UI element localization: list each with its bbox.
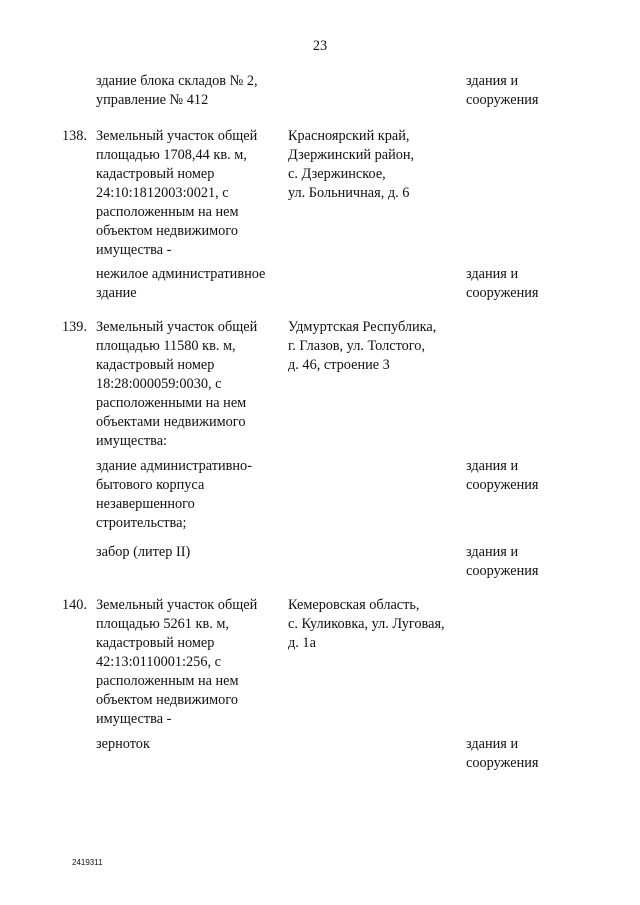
description-line: площадью 11580 кв. м,	[96, 338, 236, 354]
object-description	[96, 735, 281, 754]
description-line: забор (литер II)	[96, 544, 191, 560]
object-description	[96, 318, 281, 451]
property-category	[466, 265, 606, 303]
description-line: кадастровый номер	[96, 635, 215, 651]
description-line: объектом недвижимого	[96, 692, 238, 708]
property-category	[466, 543, 606, 581]
document-code: 2419311	[72, 858, 103, 867]
category-line: здания и	[466, 266, 519, 282]
category-line: здания и	[466, 736, 519, 752]
object-address	[288, 596, 463, 653]
description-line: Земельный участок общей	[96, 128, 258, 144]
address-line: г. Глазов, ул. Толстого,	[288, 338, 426, 354]
category-line: сооружения	[466, 563, 539, 579]
category-line: сооружения	[466, 92, 539, 108]
description-line: бытового корпуса	[96, 477, 205, 493]
description-line: Земельный участок общей	[96, 597, 258, 613]
description-line: строительства;	[96, 515, 187, 531]
address-line: с. Дзержинское,	[288, 166, 386, 182]
property-category	[466, 457, 606, 495]
address-line: д. 46, строение 3	[288, 357, 390, 373]
description-line: расположенным на нем	[96, 204, 239, 220]
description-line: расположенным на нем	[96, 673, 239, 689]
object-description	[96, 596, 281, 729]
description-line: расположенными на нем	[96, 395, 247, 411]
address-line: ул. Больничная, д. 6	[288, 185, 410, 201]
description-line: здание	[96, 285, 137, 301]
description-line: имущества -	[96, 711, 172, 727]
property-category	[466, 72, 606, 110]
description-line: 18:28:000059:0030, с	[96, 376, 222, 392]
description-line: имущества:	[96, 433, 168, 449]
description-line: незавершенного	[96, 496, 195, 512]
description-line: управление № 412	[96, 92, 209, 108]
entry-number: 138.	[62, 128, 88, 144]
description-line: 24:10:1812003:0021, с	[96, 185, 229, 201]
description-line: площадью 1708,44 кв. м,	[96, 147, 247, 163]
description-line: кадастровый номер	[96, 357, 215, 373]
property-category	[466, 735, 606, 773]
description-line: Земельный участок общей	[96, 319, 258, 335]
object-description	[96, 543, 281, 562]
entry-number: 140.	[62, 597, 88, 613]
category-line: здания и	[466, 458, 519, 474]
object-description	[96, 127, 281, 260]
address-line: Дзержинский район,	[288, 147, 415, 163]
description-line: здание административно-	[96, 458, 252, 474]
object-address	[288, 127, 463, 203]
description-line: зерноток	[96, 736, 150, 752]
object-description	[96, 72, 281, 110]
address-line: д. 1а	[288, 635, 316, 651]
description-line: площадью 5261 кв. м,	[96, 616, 229, 632]
description-line: здание блока складов № 2,	[96, 73, 258, 89]
object-address	[288, 318, 463, 375]
category-line: здания и	[466, 73, 519, 89]
page-number: 23	[312, 38, 328, 54]
category-line: сооружения	[466, 477, 539, 493]
description-line: имущества -	[96, 242, 172, 258]
category-line: сооружения	[466, 285, 539, 301]
entry-number: 139.	[62, 319, 88, 335]
description-line: кадастровый номер	[96, 166, 215, 182]
address-line: Красноярский край,	[288, 128, 410, 144]
address-line: с. Куликовка, ул. Луговая,	[288, 616, 445, 632]
description-line: 42:13:0110001:256, с	[96, 654, 221, 670]
category-line: сооружения	[466, 755, 539, 771]
address-line: Кемеровская область,	[288, 597, 420, 613]
description-line: объектом недвижимого	[96, 223, 238, 239]
description-line: нежилое административное	[96, 266, 266, 282]
category-line: здания и	[466, 544, 519, 560]
address-line: Удмуртская Республика,	[288, 319, 437, 335]
description-line: объектами недвижимого	[96, 414, 246, 430]
object-description	[96, 265, 281, 303]
object-description	[96, 457, 281, 533]
